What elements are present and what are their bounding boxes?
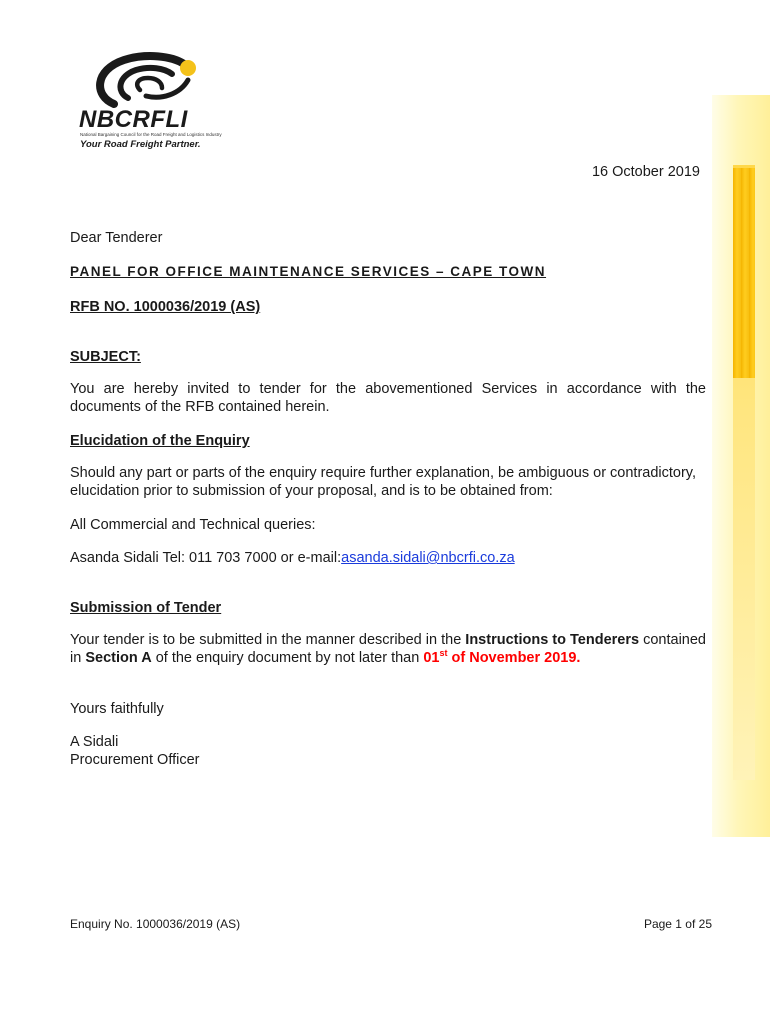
footer-page-number: Page 1 of 25 <box>643 917 712 931</box>
submission-text-3: of the enquiry document by not later than <box>151 650 424 666</box>
footer-enquiry-number: Enquiry No. 1000036/2019 (AS) <box>70 917 241 931</box>
deadline-day: 01 <box>423 650 440 666</box>
subject-paragraph: You are hereby invited to tender for the abovementioned Services in accordance with the documents of the RFB contained herein. <box>70 381 706 415</box>
logo-subtitle: National Bargaining Council for the Road Freight and Logistics Industry <box>80 132 222 137</box>
submission-text-2: contained in <box>70 632 706 666</box>
deadline-rest: of November 2019. <box>447 650 581 666</box>
signer-name: A Sidali <box>70 734 119 750</box>
queries-label: All Commercial and Technical queries: <box>70 517 316 533</box>
submission-paragraph <box>70 631 706 667</box>
closing: Yours faithfully <box>70 701 164 717</box>
contact-prefix: Asanda Sidali Tel: 011 703 7000 or e-mail: <box>70 550 342 566</box>
deadline-date <box>423 650 580 666</box>
submission-text-1: Your tender is to be submitted in the manner described in the <box>70 632 466 648</box>
logo-tagline: Your Road Freight Partner. <box>80 139 201 150</box>
elucidation-heading: Elucidation of the Enquiry <box>70 433 250 449</box>
instructions-reference: Instructions to Tenderers <box>465 632 640 648</box>
side-band-highlight <box>733 168 755 378</box>
salutation: Dear Tenderer <box>70 230 163 246</box>
deadline-suffix: st <box>439 648 448 659</box>
submission-heading: Submission of Tender <box>70 600 222 616</box>
tender-title: PANEL FOR OFFICE MAINTENANCE SERVICES – CAPE TOWN <box>70 264 547 279</box>
rfb-number: RFB NO. 1000036/2019 (AS) <box>70 299 261 315</box>
letter-date: 16 October 2019 <box>591 164 700 180</box>
elucidation-paragraph: Should any part or parts of the enquiry require further explanation, be ambiguous or contradictory, elucidation prior to submission of your proposal, and is to be obtained from: <box>70 465 697 499</box>
contact-line <box>70 549 515 567</box>
logo-wordmark: NBCRFLI <box>79 106 188 133</box>
subject-heading: SUBJECT: <box>70 349 141 365</box>
contact-email-link[interactable]: asanda.sidali@nbcrfi.co.za <box>341 550 515 566</box>
section-reference: Section A <box>85 650 152 666</box>
signer-title: Procurement Officer <box>70 752 200 768</box>
